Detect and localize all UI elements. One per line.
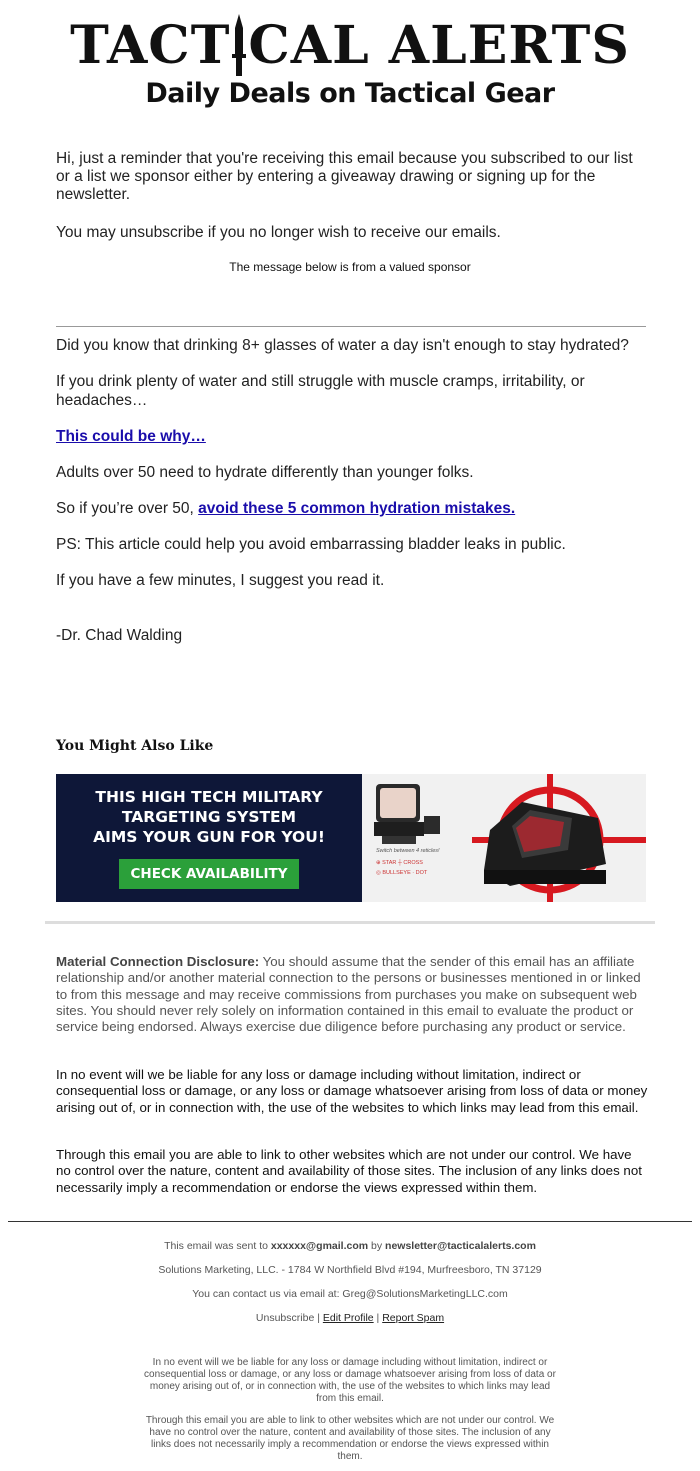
dot-reticle-icon: · [412,870,416,876]
footer-divider [8,1221,692,1222]
reticle-label: DOT [415,870,428,876]
reticle-label: BULLSEYE [382,870,411,876]
disclosure-label: Material Connection Disclosure: [56,954,260,969]
footer-links-notice: Through this email you are able to link to other websites which are not under our control. We have no control over the nature, content and availability of those sites. The inclusion of any links does not necessarily imply a recommendation or endorse the views expressed within them. [145,1415,555,1462]
cross-reticle-icon: ┼ [397,860,404,866]
red-dot-sight-image [362,774,646,902]
bullseye-reticle-icon: ◎ [376,870,383,876]
logo-text-right: CAL ALERTS [248,15,630,76]
disclosure-text: You should assume that the sender of this email has an affiliate relationship and/or another material connection to the persons or businesses mentioned in or linked to from this message and may receive commissions from purchases you make on subsequent web sites. You should never rely solely on information contained in this email to evaluate the product or service being endorsed. Always exercise due diligence before purchasing any product or service. [56,954,641,1035]
hydration-mistakes-link[interactable]: avoid these 5 common hydration mistakes. [198,500,516,517]
recipient-email: xxxxxx@gmail.com [270,1240,369,1252]
footer-text: by [368,1240,386,1252]
company-address: Solutions Marketing, LLC. - 1784 W Northfield Blvd #194, Murfreesboro, TN 37129 [158,1264,542,1276]
contact-line: You can contact us via email at: Greg@SolutionsMarketingLLC.com [192,1288,508,1300]
edit-profile-link[interactable]: Edit Profile [322,1312,374,1324]
intro-reminder: Hi, just a reminder that you're receiving this email because you subscribed to our list or a list we sponsor either by entering a giveaway drawing or signing up for the newsletter. [56,150,633,203]
email-footer [0,1240,700,1336]
brand-tagline: Daily Deals on Tactical Gear [145,78,555,109]
intro-section [56,150,646,262]
knife-icon [232,14,246,78]
footer-links [0,1312,700,1325]
message-paragraph [56,427,646,446]
message-paragraph [56,499,646,518]
logo-text-left: TACT [70,15,231,76]
reticle-legend [376,858,466,878]
star-reticle-icon: ⊕ [376,860,383,866]
intro-unsubscribe-note: You may unsubscribe if you no longer wish to receive our emails. [56,224,501,241]
reticle-label: CROSS [403,860,423,866]
sender-email[interactable]: newsletter@tacticalalerts.com [385,1240,536,1252]
sent-to-line [0,1240,700,1253]
check-availability-button[interactable]: CHECK AVAILABILITY [119,859,298,889]
sponsor-message [56,336,646,662]
footer-liability-notice: In no event will we be liable for any loss or damage including without limitation, indirect or consequential loss or damage, or any loss or damage whatsoever arising from loss of data or money arising out of, or in connection with, the use of the websites to which links may lead from this email. [144,1357,556,1404]
banner-headline-line: TARGETING SYSTEM [121,808,297,826]
message-text: So if you’re over 50, [56,500,199,517]
unsubscribe-link[interactable]: Unsubscribe [255,1312,315,1324]
material-connection-disclosure [56,954,648,1035]
sponsor-note: The message below is from a valued sponsor [229,260,471,274]
email-header [0,14,700,109]
external-links-notice: Through this email you are able to link to other websites which are not under our control. We have no control over the nature, content and availability of those sites. The inclusion of any links does not necessarily imply a recommendation or endorse the views expressed within them. [56,1147,642,1195]
reticle-label: STAR [382,860,397,866]
banner-text-panel[interactable] [56,774,362,902]
ad-banner[interactable] [56,774,646,902]
banner-headline-line: THIS HIGH TECH MILITARY [95,788,323,806]
separator: | [314,1312,323,1324]
banner-headline-line: AIMS YOUR GUN FOR YOU! [93,828,325,846]
divider [56,326,646,327]
report-spam-link[interactable]: Report Spam [382,1312,445,1324]
also-like-heading: You Might Also Like [56,738,214,754]
brand-logo[interactable] [70,14,630,78]
signature: -Dr. Chad Walding [56,627,183,644]
this-could-be-why-link[interactable]: This could be why… [56,428,206,445]
divider [45,921,655,924]
message-paragraph: If you have a few minutes, I suggest you read it. [56,572,385,589]
message-paragraph: Did you know that drinking 8+ glasses of water a day isn't enough to stay hydrated? [56,337,629,354]
banner-headline [93,787,325,847]
banner-product-image[interactable] [362,774,646,902]
message-paragraph: PS: This article could help you avoid embarrassing bladder leaks in public. [56,536,566,553]
reticle-caption: Switch between 4 reticles! [376,848,440,854]
footer-text: This email was sent to [164,1240,271,1252]
liability-notice: In no event will we be liable for any loss or damage including without limitation, indirect or consequential loss or damage, or any loss or damage whatsoever arising from loss of data or money arising out of, or in connection with, the use of the websites to which links may lead from this email. [56,1067,648,1115]
message-paragraph: If you drink plenty of water and still struggle with muscle cramps, irritability, or headaches… [56,373,585,409]
separator: | [373,1312,383,1324]
message-paragraph: Adults over 50 need to hydrate differently than younger folks. [56,464,474,481]
